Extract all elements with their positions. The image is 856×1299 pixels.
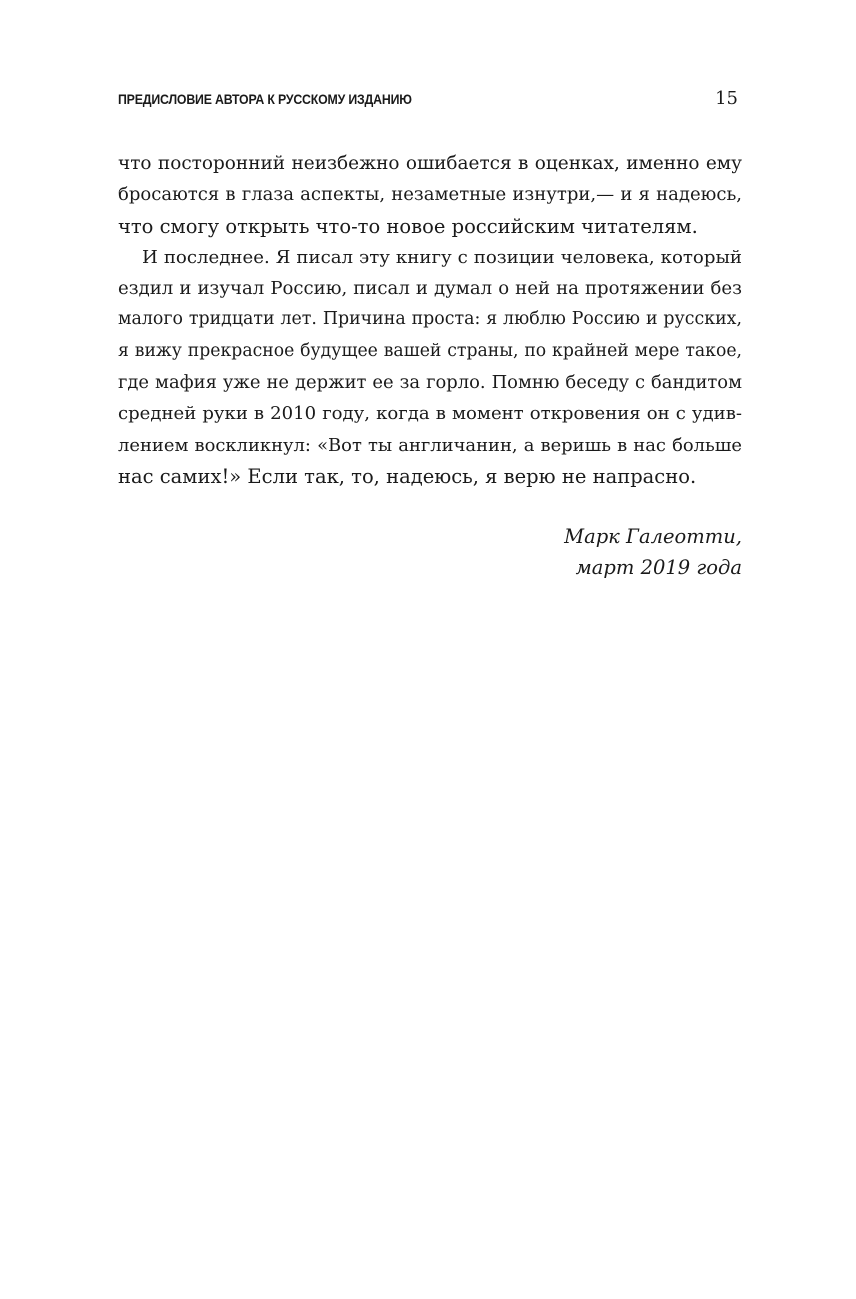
text-line: что смогу открыть что-то новое российским читателям. <box>118 214 698 238</box>
running-header: ПРЕДИСЛОВИЕ АВТОРА К РУССКОМУ ИЗДАНИЮ <box>118 91 412 107</box>
text-line: нас самих!» Если так, то, надеюсь, я верю не напрасно. <box>118 464 697 488</box>
text-line: ездил и изучал Россию, писал и думал о ней на протяжении без <box>118 278 742 300</box>
text-line: средней руки в 2010 году, когда в момент откровения он с удив- <box>118 403 742 425</box>
text-line: лением воскликнул: «Вот ты англичанин, а веришь в нас больше <box>118 434 742 456</box>
text-line: бросаются в глаза аспекты, незаметные изнутри,— и я надеюсь, <box>118 184 742 206</box>
signature <box>564 521 742 584</box>
page-number: 15 <box>715 88 738 109</box>
paragraph-2 <box>118 242 742 492</box>
signature-date: март 2019 года <box>575 556 742 580</box>
text-line: где мафия уже не держит ее за горло. Помню беседу с бандитом <box>118 372 742 394</box>
text-line: И последнее. Я писал эту книгу с позиции человека, который <box>142 246 742 268</box>
signature-author: Марк Галеотти, <box>564 525 742 548</box>
body-text <box>118 148 742 492</box>
text-line: я вижу прекрасное будущее вашей страны, по крайней мере такое, <box>118 340 742 361</box>
text-line: что посторонний неизбежно ошибается в оценках, именно ему <box>118 153 742 174</box>
paragraph-1 <box>118 148 742 242</box>
text-line: малого тридцати лет. Причина проста: я люблю Россию и русских, <box>118 309 742 330</box>
